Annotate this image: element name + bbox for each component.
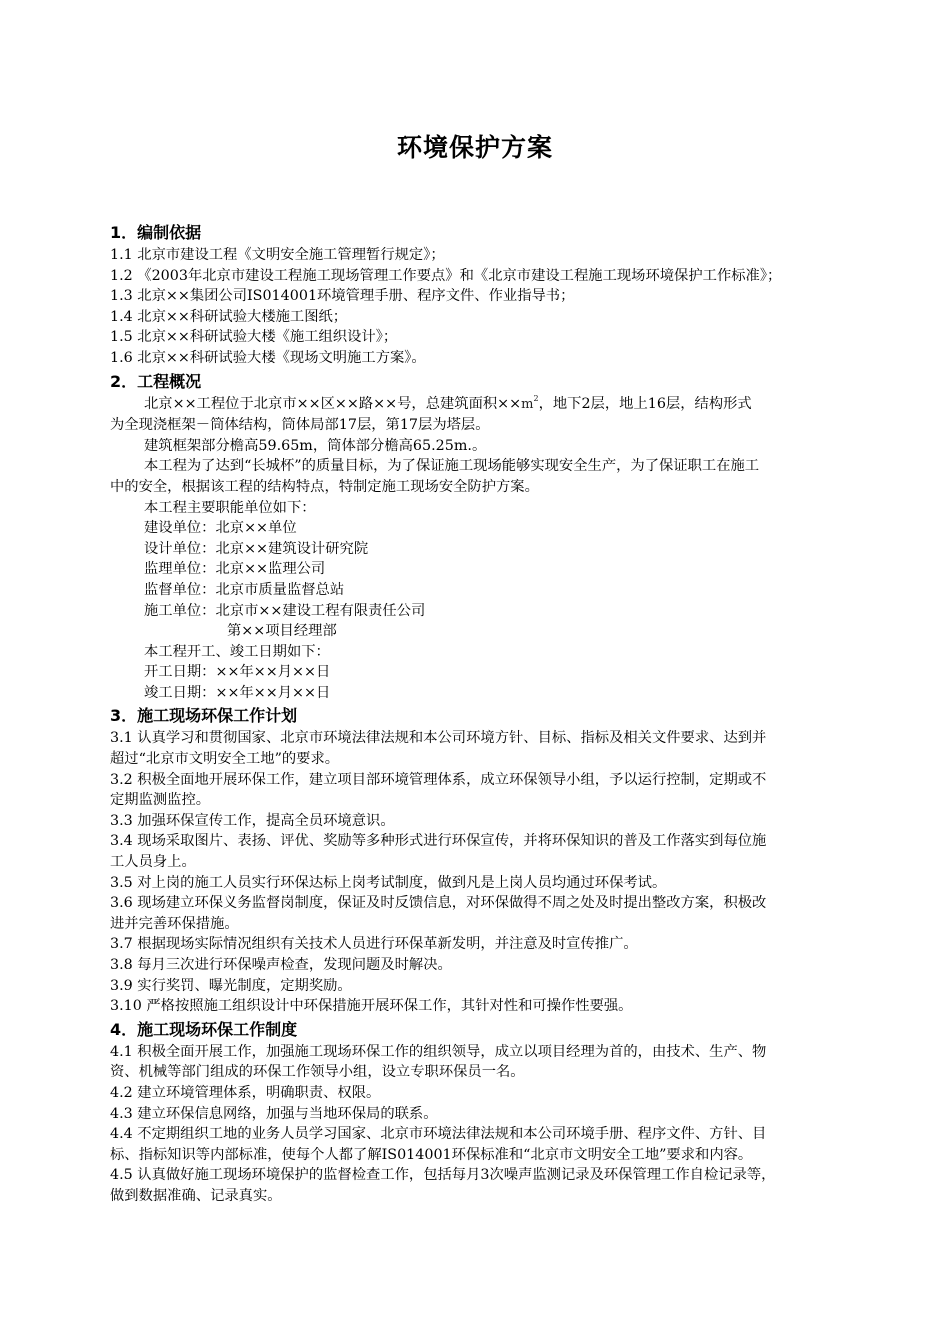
section-3-heading: 3．施工现场环保工作计划: [110, 706, 298, 726]
s3-item-10: 3.10 严格按照施工组织设计中环保措施开展环保工作，其针对性和可操作性要强。: [110, 998, 633, 1015]
start-date: 开工日期：××年××月××日: [144, 664, 331, 681]
s1-item-4: 1.4 北京××科研试验大楼施工图纸；: [110, 308, 348, 325]
s1-item-1: 1.1 北京市建设工程《文明安全施工管理暂行规定》；: [110, 247, 445, 263]
unit-quality: 监督单位：北京市质量监督总站: [144, 581, 345, 598]
s4-item-5-line-1: 4.5 认真做好施工现场环境保护的监督检查工作，包括每月3次噪声监测记录及环保管理工作自检记录等，: [110, 1167, 776, 1184]
dates-intro: 本工程开工、竣工日期如下：: [144, 643, 330, 660]
units-intro: 本工程主要职能单位如下：: [144, 499, 316, 516]
s3-item-5: 3.5 对上岗的施工人员实行环保达标上岗考试制度，做到凡是上岗人员均通过环保考试。: [110, 874, 667, 891]
s3-item-6-line-1: 3.6 现场建立环保义务监督岗制度，保证及时反馈信息，对环保做得不周之处及时提出整改方案，积极改: [110, 895, 767, 912]
page-title: 环境保护方案: [396, 133, 553, 162]
s2-para-2: 建筑框架部分檐高59.65m，筒体部分檐高65.25m.。: [144, 437, 487, 454]
unit-design: 设计单位：北京××建筑设计研究院: [144, 540, 369, 557]
area-unit-sup: 2: [533, 393, 539, 403]
s1-item-5: 1.5 北京××科研试验大楼《施工组织设计》；: [110, 329, 398, 346]
s3-item-2-line-2: 定期监测监控。: [110, 792, 211, 809]
end-date: 竣工日期：××年××月××日: [144, 684, 331, 701]
s3-item-7: 3.7 根据现场实际情况组织有关技术人员进行环保革新发明，并注意及时宣传推广。: [110, 936, 638, 953]
s3-item-1-line-2: 超过“北京市文明安全工地”的要求。: [110, 751, 340, 768]
s3-item-3: 3.3 加强环保宣传工作，提高全员环境意识。: [110, 812, 395, 829]
s3-item-4-line-2: 工人员身上。: [110, 854, 196, 871]
s4-item-4-line-1: 4.4 不定期组织工地的业务人员学习国家、北京市环境法律法规和本公司环境手册、程序文件、方针、目: [110, 1126, 767, 1143]
area-unit-m: m: [521, 396, 534, 412]
s1-item-2: 1.2 《2003年北京市建设工程施工现场管理工作要点》和《北京市建设工程施工现场环境保护工作标准》；: [110, 267, 782, 284]
s4-item-1-line-1: 4.1 积极全面开展工作，加强施工现场环保工作的组织领导，成立以项目经理为首的，由技术、生产、物: [110, 1043, 767, 1060]
s2-para-3-line-1: 本工程为了达到“长城杯”的质量目标，为了保证施工现场能够实现安全生产，为了保证职工在施工: [144, 458, 760, 475]
s1-item-6: 1.6 北京××科研试验大楼《现场文明施工方案》。: [110, 349, 426, 366]
s4-item-4-line-2: 标、指标知识等内部标准，使每个人都了解IS014001环保标准和“北京市文明安全工地”要求和内容。: [110, 1146, 753, 1163]
section-1-heading: 1．编制依据: [110, 223, 202, 242]
s4-item-1-line-2: 资、机械等部门组成的环保工作领导小组，设立专职环保员一名。: [110, 1064, 525, 1081]
s3-item-4-line-1: 3.4 现场采取图片、表扬、评优、奖励等多种形式进行环保宣传，并将环保知识的普及工作落实到每位施: [110, 833, 767, 850]
s2-para-1-text-a: 北京××工程位于北京市××区××路××号，总建筑面积××: [144, 395, 522, 412]
section-2-heading: 2．工程概况: [110, 371, 202, 391]
s3-item-8: 3.8 每月三次进行环保噪声检查，发现问题及时解决。: [110, 957, 452, 973]
area-unit: [521, 393, 539, 412]
s2-para-1-line-1: [110, 394, 890, 416]
s4-item-3: 4.3 建立环保信息网络，加强与当地环保局的联系。: [110, 1105, 438, 1122]
s3-item-1-line-1: 3.1 认真学习和贯彻国家、北京市环境法律法规和本公司环境方针、目标、指标及相关文件要求、达到并: [110, 730, 767, 747]
document-body: [110, 220, 890, 1207]
unit-contractor-dept: 第××项目经理部: [227, 623, 337, 640]
s2-para-3-line-2: 中的安全，根据该工程的结构特点，特制定施工现场安全防护方案。: [110, 478, 539, 495]
unit-construction: 建设单位：北京××单位: [144, 520, 297, 537]
s3-item-9: 3.9 实行奖罚、曝光制度，定期奖励。: [110, 977, 352, 994]
s1-item-3: 1.3 北京××集团公司IS014001环境管理手册、程序文件、作业指导书；: [110, 288, 575, 305]
unit-supervision: 监理单位：北京××监理公司: [144, 561, 326, 578]
section-4-heading: 4．施工现场环保工作制度: [110, 1019, 298, 1039]
s3-item-2-line-1: 3.2 积极全面地开展环保工作，建立项目部环境管理体系，成立环保领导小组，予以运行控制，定期或不: [110, 771, 767, 788]
s2-para-1-line-2: 为全现浇框架－筒体结构，筒体局部17层，第17层为塔层。: [110, 417, 490, 434]
unit-contractor: 施工单位：北京市××建设工程有限责任公司: [144, 602, 426, 619]
s4-item-2: 4.2 建立环境管理体系，明确职责、权限。: [110, 1084, 381, 1101]
s2-para-1-text-b: ，地下2层，地上16层，结构形式: [538, 395, 752, 412]
s4-item-5-line-2: 做到数据准确、记录真实。: [110, 1187, 282, 1204]
s3-item-6-line-2: 进并完善环保措施。: [110, 915, 239, 932]
